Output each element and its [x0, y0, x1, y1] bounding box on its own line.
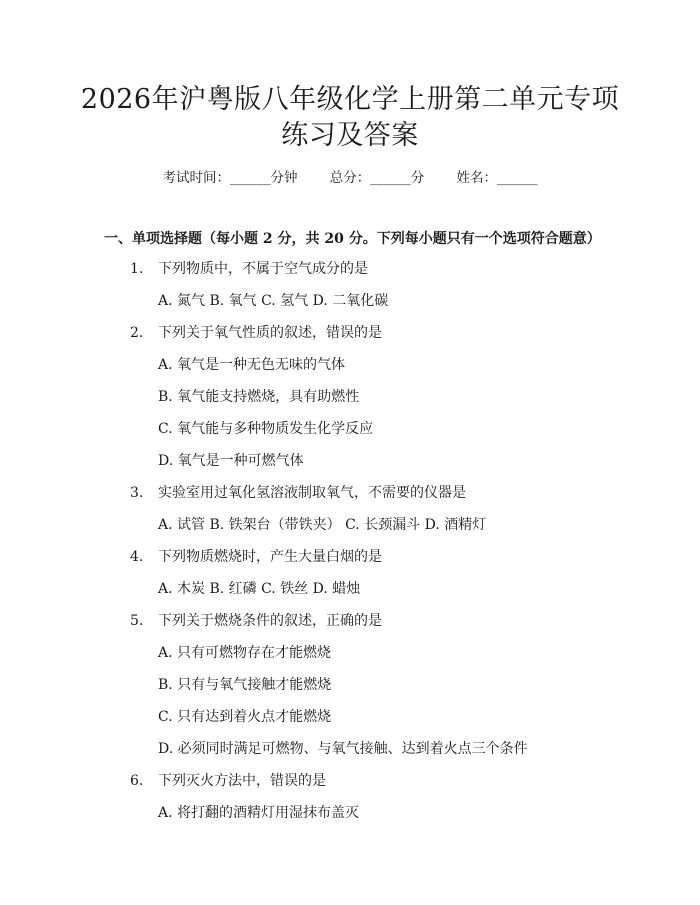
question-3	[130, 483, 466, 503]
question-2-option-d: D. 氧气是一种可燃气体	[158, 453, 304, 469]
exam-time-field: 考试时间：______分钟	[162, 170, 298, 186]
student-name-field: 姓名：______	[456, 170, 538, 186]
question-number: 2.	[130, 325, 144, 341]
question-5-option-c: C. 只有达到着火点才能燃烧	[158, 709, 332, 725]
question-number: 1.	[130, 261, 144, 277]
total-score-field: 总分：______分	[329, 170, 425, 186]
question-5-option-a: A. 只有可燃物存在才能燃烧	[158, 645, 332, 661]
question-2-option-b: B. 氧气能支持燃烧，具有助燃性	[158, 389, 360, 405]
question-6	[130, 771, 326, 791]
document-title-line-2: 练习及答案	[281, 120, 419, 151]
question-stem: 下列灭火方法中，错误的是	[158, 773, 326, 789]
question-5-option-d: D. 必须同时满足可燃物、与氧气接触、达到着火点三个条件	[158, 741, 528, 757]
question-4-options: A. 木炭 B. 红磷 C. 铁丝 D. 蜡烛	[158, 581, 361, 597]
exam-meta-line	[0, 168, 700, 188]
question-stem: 下列物质中，不属于空气成分的是	[158, 261, 368, 277]
question-1	[130, 259, 368, 279]
question-stem: 下列物质燃烧时，产生大量白烟的是	[158, 549, 382, 565]
question-6-option-a: A. 将打翻的酒精灯用湿抹布盖灭	[158, 805, 360, 821]
question-number: 5.	[130, 613, 144, 629]
question-4	[130, 547, 382, 567]
question-number: 6.	[130, 773, 144, 789]
question-2-option-c: C. 氧气能与多种物质发生化学反应	[158, 421, 374, 437]
question-1-options: A. 氮气 B. 氧气 C. 氢气 D. 二氧化碳	[158, 293, 389, 309]
question-stem: 下列关于氧气性质的叙述，错误的是	[158, 325, 382, 341]
question-2-option-a: A. 氧气是一种无色无味的气体	[158, 357, 346, 373]
section-heading: 一、单项选择题（每小题 2 分，共 20 分。下列每小题只有一个选项符合题意）	[104, 231, 601, 247]
question-stem: 实验室用过氧化氢溶液制取氧气，不需要的仪器是	[158, 485, 466, 501]
document-title-line-1: 2026年沪粤版八年级化学上册第二单元专项	[80, 84, 620, 115]
question-number: 4.	[130, 549, 144, 565]
question-5-option-b: B. 只有与氧气接触才能燃烧	[158, 677, 332, 693]
question-5	[130, 611, 382, 631]
question-stem: 下列关于燃烧条件的叙述，正确的是	[158, 613, 382, 629]
question-3-options: A. 试管 B. 铁架台（带铁夹） C. 长颈漏斗 D. 酒精灯	[158, 517, 487, 533]
question-2	[130, 323, 382, 343]
question-number: 3.	[130, 485, 144, 501]
